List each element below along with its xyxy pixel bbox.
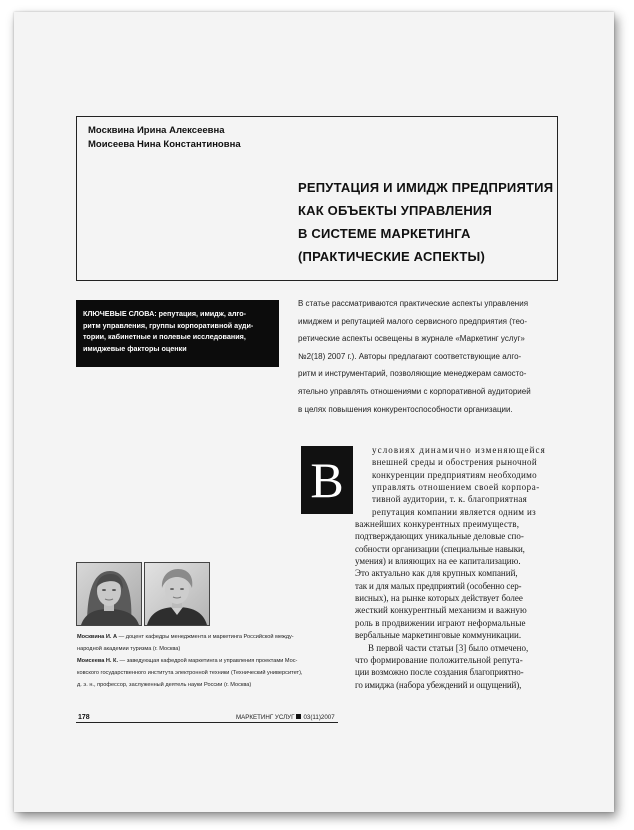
body-line: вербальные маркетинговые коммуникации. xyxy=(355,630,522,641)
abstract-line: №2(18) 2007 г.). Авторы предлагают соответствующие алго- xyxy=(298,351,522,361)
abstract-line: ритм и инструментарий, позволяющие менеджерам самосто- xyxy=(298,369,527,379)
body-line: важнейших конкурентных преимуществ, xyxy=(355,519,520,530)
page-number: 178 xyxy=(78,714,90,721)
caption-author-name: Моисеева Н. К. xyxy=(77,658,118,665)
body-line: В первой части статьи [3] было отмечено, xyxy=(368,642,529,653)
body-line: висных), на рынке которых действует более xyxy=(355,593,523,604)
abstract-line: имиджем и репутацией малого сервисного предприятия (тео- xyxy=(298,316,528,326)
portrait-image xyxy=(77,563,141,625)
keywords-line: КЛЮЧЕВЫЕ СЛОВА: репутация, имидж, алго- xyxy=(83,309,247,318)
title-line: В СИСТЕМЕ МАРКЕТИНГА xyxy=(298,226,471,241)
body-line: роль в продвижении играют неформальные xyxy=(355,617,526,628)
abstract xyxy=(298,295,560,418)
article-title xyxy=(298,176,554,268)
body-line: умения) и влияющих на ее капитализацию. xyxy=(355,556,521,567)
body-line: ции возможно после создания благоприятно- xyxy=(355,667,524,678)
abstract-line: ятельно управлять отношениями с корпоративной аудиторией xyxy=(298,386,531,396)
title-line: (ПРАКТИЧЕСКИЕ АСПЕКТЫ) xyxy=(298,249,486,264)
keywords-line: тории, кабинетные и полевые исследования, xyxy=(83,332,246,341)
drop-cap: В xyxy=(301,446,353,514)
caption-text: — доцент кафедры менеджмента и маркетинга Российской между- xyxy=(117,634,294,640)
caption-author-name: Москвина И. А xyxy=(77,634,118,640)
abstract-line: в целях повышения конкурентоспособности организации. xyxy=(298,404,513,414)
author-names xyxy=(88,124,241,152)
footer-rule xyxy=(76,722,338,723)
keywords-box xyxy=(76,300,279,367)
journal-footer xyxy=(236,714,335,721)
keywords-line: ритм управления, группы корпоративной ауди- xyxy=(83,320,254,330)
caption-line xyxy=(77,631,347,643)
body-line: условиях динамично изменяющейся xyxy=(372,445,546,455)
body-line: тивной аудитории, т. к. благоприятная xyxy=(372,494,528,505)
body-line: так и для малых предприятий (особенно сер- xyxy=(355,580,522,591)
abstract-line: В статье рассматриваются практические аспекты управления xyxy=(298,299,529,308)
author-captions xyxy=(77,631,347,691)
author-photo-moiseeva xyxy=(144,562,210,626)
caption-text: — заведующая кафедрой маркетинга и управления проектами Мос- xyxy=(118,658,298,665)
author-photo-moskvina xyxy=(76,562,142,626)
title-line: КАК ОБЪЕКТЫ УПРАВЛЕНИЯ xyxy=(298,203,493,218)
caption-line: д. э. н., профессор, заслуженный деятель науки России (г. Москва) xyxy=(77,682,252,689)
body-line: собности организации (специальные навыки, xyxy=(355,543,525,554)
title-line: РЕПУТАЦИЯ И ИМИДЖ ПРЕДПРИЯТИЯ xyxy=(298,180,554,195)
abstract-line: ретические аспекты освещены в журнале «Маркетинг услуг» xyxy=(298,334,525,344)
author-name: Моисеева Нина Константиновна xyxy=(88,139,241,150)
body-line: жесткий конкурентный механизм и важную xyxy=(355,605,527,616)
portrait-image xyxy=(145,563,209,625)
caption-line xyxy=(77,655,347,667)
author-name: Москвина Ирина Алексеевна xyxy=(88,125,225,136)
body-line: подтверждающих уникальные деловые спо- xyxy=(355,531,524,542)
square-bullet-icon xyxy=(296,714,301,719)
journal-name: МАРКЕТИНГ УСЛУГ xyxy=(236,714,295,721)
body-line: конкуренции предприятиям необходимо xyxy=(372,469,537,480)
issue-number: 03(11)2007 xyxy=(303,714,335,721)
body-line: внешней среды и обострения рыночной xyxy=(372,457,538,468)
caption-line: ковского государственного института электронной техники (Технический университет), xyxy=(77,670,303,677)
article-body xyxy=(355,444,546,691)
body-line: что формирование положительной репута- xyxy=(355,654,523,665)
keywords-line: имиджевые факторы оценки xyxy=(83,343,187,353)
caption-line: народной академии туризма (г. Москва) xyxy=(77,646,181,653)
body-line: управлять отношением своей корпора- xyxy=(372,482,540,493)
body-line: Это актуально как для крупных компаний, xyxy=(355,568,518,579)
body-line: го имиджа (набора убеждений и ощущений), xyxy=(355,679,522,690)
body-line: репутация компании является одним из xyxy=(372,506,537,517)
